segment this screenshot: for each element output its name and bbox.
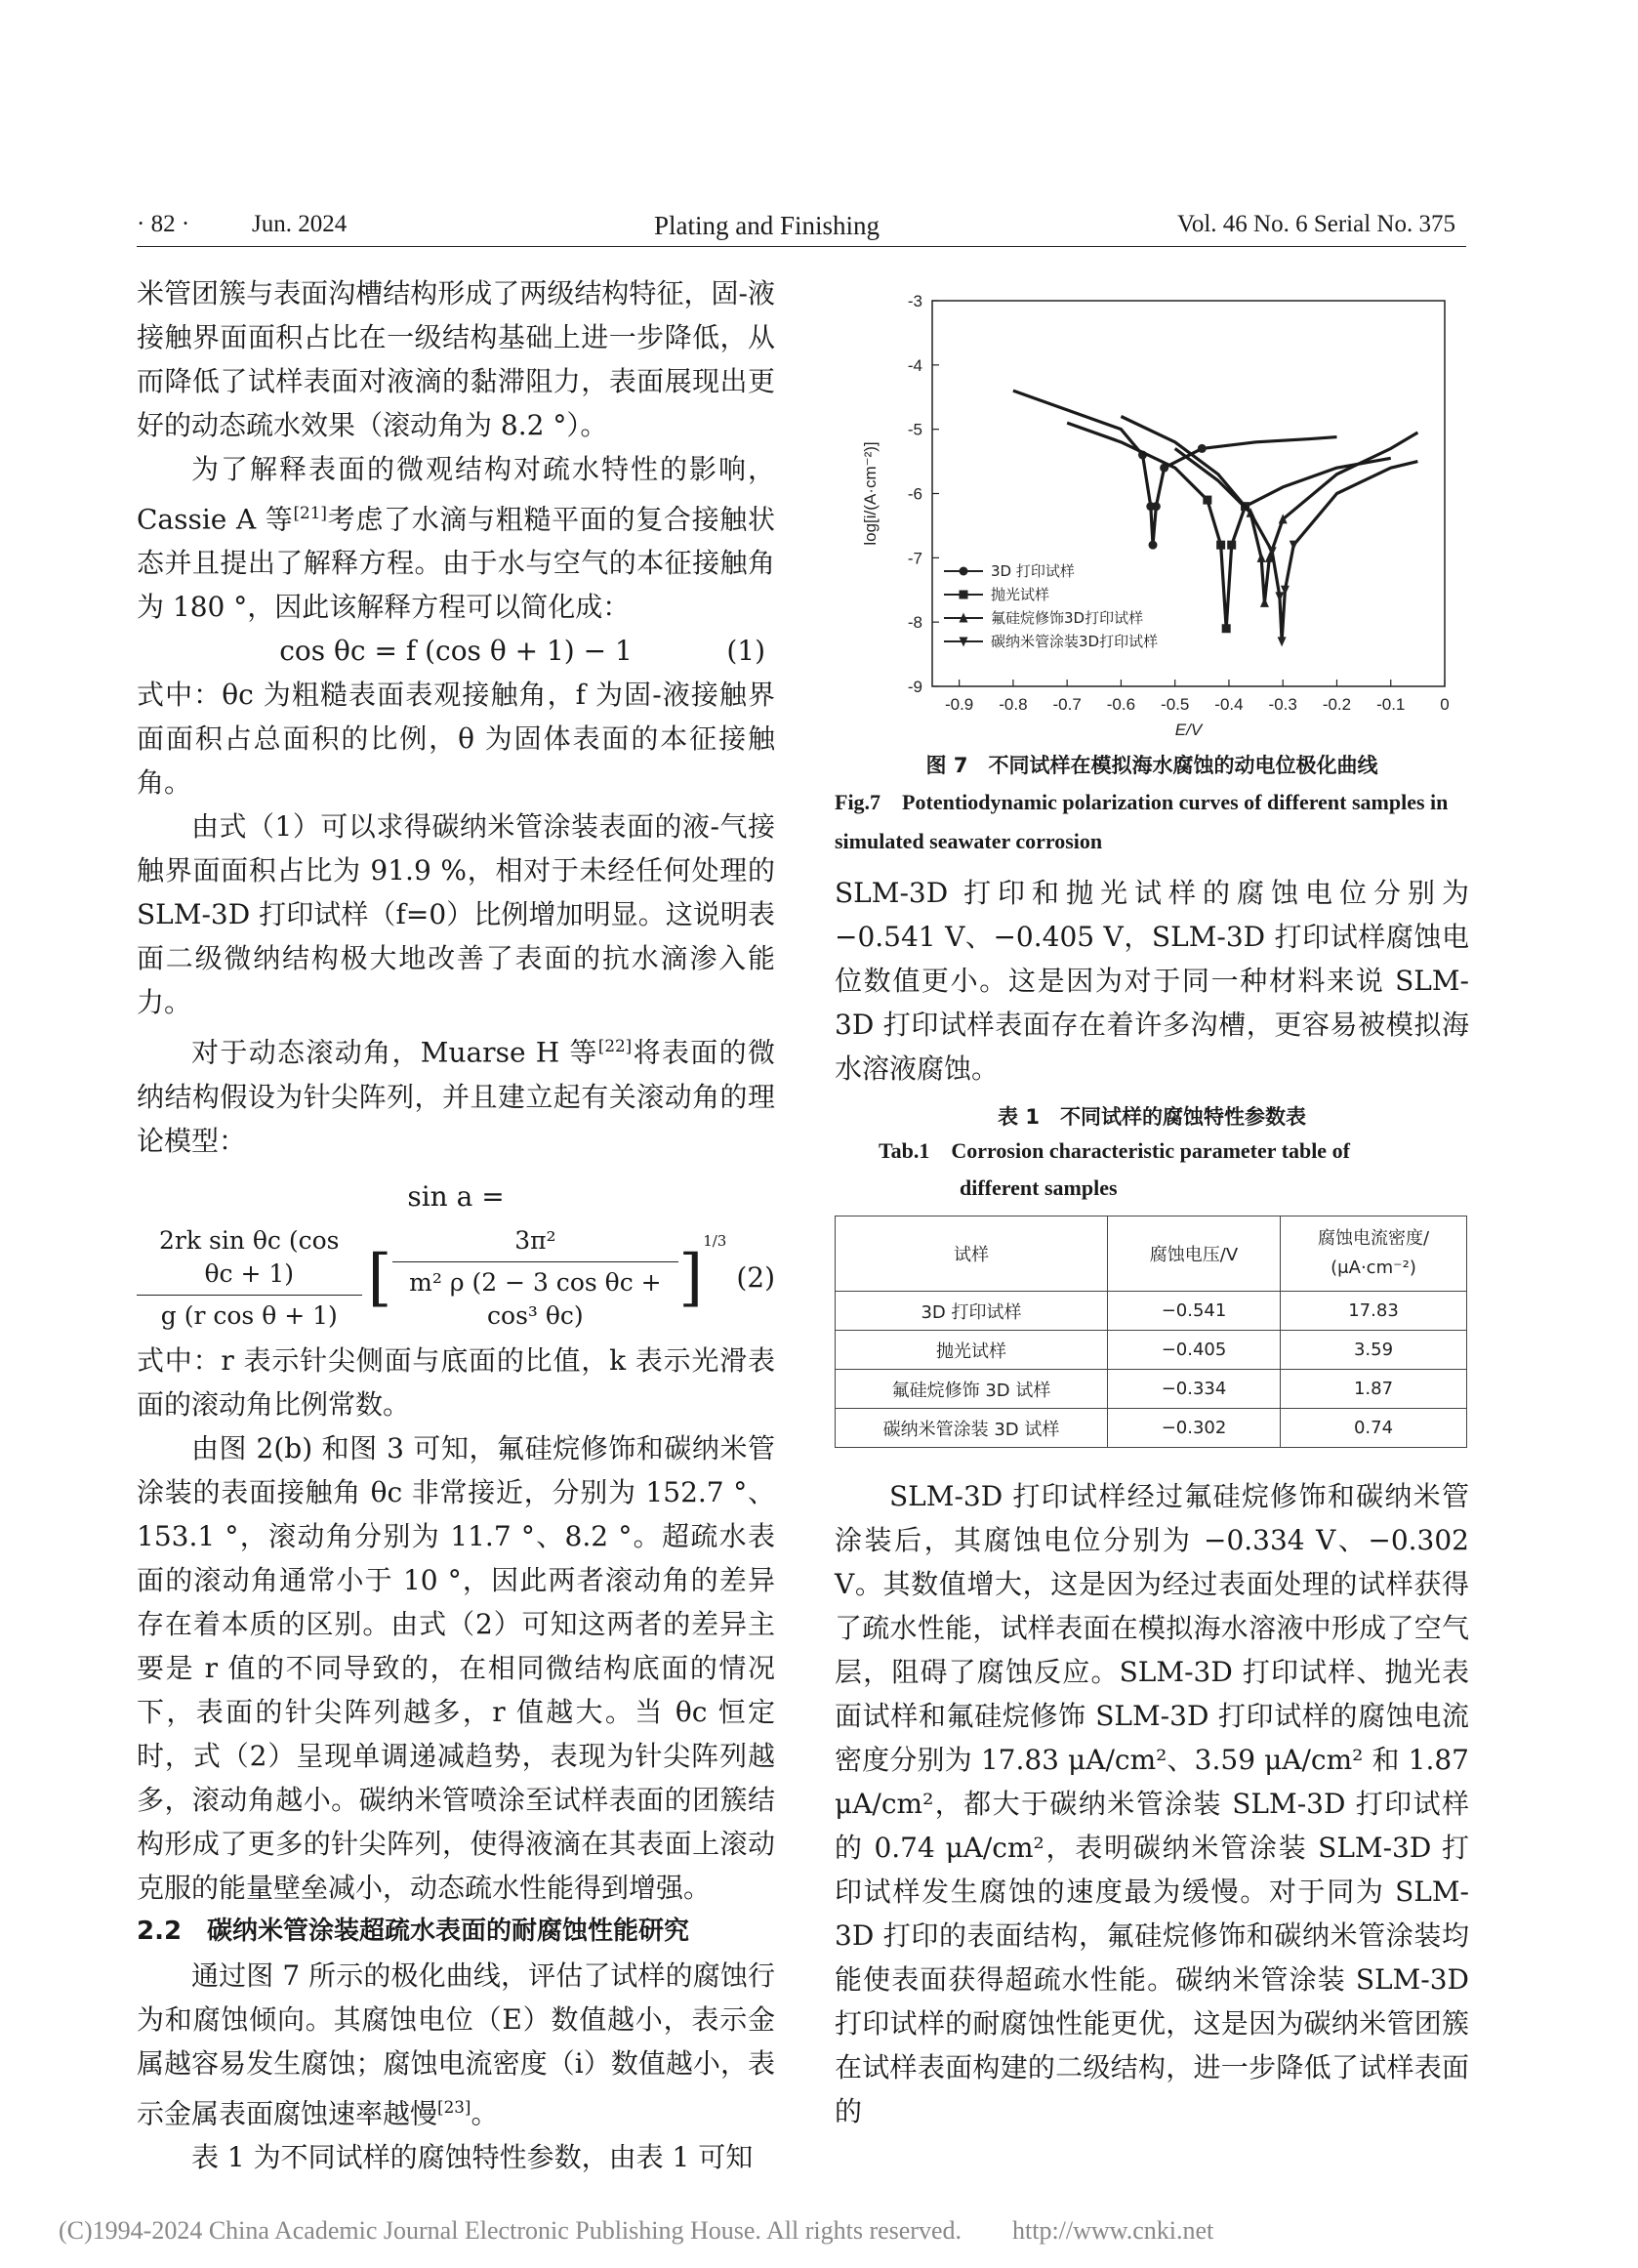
left-bracket: [: [367, 1242, 392, 1315]
data-point: [1216, 541, 1225, 550]
table-row: [836, 1331, 1467, 1370]
citation[interactable]: [22]: [597, 1036, 633, 1056]
data-point: [1198, 444, 1207, 453]
plot-area: [861, 292, 1450, 739]
table-row: [836, 1409, 1467, 1448]
series-1: [944, 391, 1336, 580]
table-cell: 抛光试样: [836, 1331, 1108, 1370]
series-line: [1121, 417, 1417, 603]
paragraph: 为了解释表面的微观结构对疏水特性的影响，Cassie A 等[21]考虑了水滴与粗糙平面的复合接触状态并且提出了解释方程。由于水与空气的本征接触角为 180 °，因此该解释方程可以简化成：: [137, 453, 775, 624]
volume-info: Vol. 46 No. 6 Serial No. 375: [1177, 211, 1455, 237]
x-tick-label: -0.7: [1052, 695, 1082, 714]
paragraph: 通过图 7 所示的极化曲线，评估了试样的腐蚀行为和腐蚀倾向。其腐蚀电位（E）数值越小，表示金属越容易发生腐蚀；腐蚀电流密度（i）数值越小，表示金属表面腐蚀速率越慢[23]。: [137, 1959, 775, 2129]
series-line: [1175, 448, 1418, 640]
figure-7-chart: [835, 283, 1469, 742]
y-tick-label: -6: [907, 484, 922, 504]
table-cell: −0.405: [1108, 1331, 1281, 1370]
table-cell: −0.334: [1108, 1370, 1281, 1409]
table-cell: 0.74: [1281, 1409, 1467, 1448]
right-column-upper: [835, 871, 1469, 1091]
x-axis-label: E/V: [1174, 721, 1203, 739]
copyright-footer: (C)1994-2024 China Academic Journal Electronic Publishing House. All rights reserved. http://www.cnki.net: [59, 2216, 1214, 2245]
figure-7-caption-en: Fig.7 Potentiodynamic polarization curves of different samples in simulated seawater corrosion: [835, 790, 1449, 853]
header-cell: 试样: [836, 1216, 1108, 1292]
equation-number: (2): [736, 1261, 775, 1295]
data-point: [1278, 637, 1287, 646]
right-bracket: ]: [678, 1242, 704, 1315]
x-tick-label: -0.4: [1214, 695, 1244, 714]
table-cell: 氟硅烷修饰 3D 试样: [836, 1370, 1108, 1409]
paragraph: 式中：r 表示针尖侧面与底面的比值，k 表示光滑表面的滚动角比例常数。: [137, 1343, 775, 1421]
data-point: [1222, 624, 1231, 633]
data-point: [1152, 502, 1161, 511]
equation-2-lhs: sin a =: [407, 1179, 505, 1213]
y-tick-label: -5: [907, 420, 922, 439]
table-1-caption-cn: 表 1 不同试样的腐蚀特性参数表: [998, 1105, 1306, 1129]
equation-text: cos θc = f (cos θ + 1) − 1: [279, 635, 633, 668]
x-tick-label: -0.6: [1106, 695, 1136, 714]
y-tick-label: -3: [907, 292, 922, 310]
data-point: [1290, 541, 1298, 551]
paragraph: 式中：θc 为粗糙表面表观接触角，f 为固-液接触界面面积占总面积的比例，θ 为固体表面的本征接触角。: [137, 679, 775, 800]
x-tick-label: -0.5: [1161, 695, 1190, 714]
x-tick-label: -0.8: [999, 695, 1028, 714]
x-tick-label: -0.2: [1322, 695, 1352, 714]
page-number: · 82 ·: [137, 211, 190, 237]
legend-label: 碳纳米管涂装3D打印试样: [991, 633, 1159, 650]
series-2: [944, 423, 1391, 633]
data-point: [960, 591, 968, 599]
series-line: [1067, 423, 1391, 629]
table-cell: 碳纳米管涂装 3D 试样: [836, 1409, 1108, 1448]
legend-label: 3D 打印试样: [991, 562, 1075, 580]
right-column-lower: [835, 1474, 1469, 2133]
table-row: [836, 1292, 1467, 1331]
fraction: $\frac{\text{3π²}}{\text{m² ρ (2 − 3 cos θc + cos³ θc)}}$: [392, 1224, 679, 1333]
data-point: [1227, 541, 1236, 550]
paragraph: 表 1 为不同试样的腐蚀特性参数，由表 1 可知: [191, 2140, 754, 2173]
table-cell: −0.541: [1108, 1292, 1281, 1331]
paragraph: 对于动态滚动角，Muarse H 等[22]将表面的微纳结构假设为针尖阵列，并且建立起有关滚动角的理论模型：: [137, 1036, 775, 1157]
data-point: [1275, 592, 1284, 601]
equation-2: [137, 1224, 775, 1333]
equation-1: [137, 629, 775, 673]
exponent: 1/3: [703, 1231, 727, 1250]
citation[interactable]: [21]: [293, 503, 327, 522]
x-tick-label: 0: [1440, 695, 1450, 714]
x-tick-label: -0.3: [1268, 695, 1297, 714]
journal-title: Plating and Finishing: [654, 211, 880, 240]
left-column: [137, 271, 775, 2179]
paragraph: 由式（1）可以求得碳纳米管涂装表面的液-气接触界面面积占比为 91.9 %，相对于未经任何处理的 SLM-3D 打印试样（f=0）比例增加明显。这说明表面二级微纳结构极大地改善了表面的抗水滴渗入能力。: [137, 810, 775, 1019]
header-cell: 腐蚀电压/V: [1108, 1216, 1281, 1292]
legend-label: 氟硅烷修饰3D打印试样: [991, 609, 1144, 627]
x-tick-label: -0.1: [1376, 695, 1406, 714]
data-point: [960, 567, 968, 576]
y-tick-label: -9: [907, 678, 922, 696]
table-1: [835, 1216, 1467, 1448]
table-row: [836, 1370, 1467, 1409]
paragraph: SLM-3D 打印和抛光试样的腐蚀电位分别为 −0.541 V、−0.405 V，SLM-3D 打印试样腐蚀电位数值更小。这是因为对于同一种材料来说 SLM-3D 打印试样表面存在着许多沟槽，更容易被模拟海水溶液腐蚀。: [835, 877, 1469, 1085]
issue-date: Jun. 2024: [252, 211, 348, 237]
paragraph: SLM-3D 打印试样经过氟硅烷修饰和碳纳米管涂装后，其腐蚀电位分别为 −0.334 V、−0.302 V。其数值增大，这是因为经过表面处理的试样获得了疏水性能，试样表面在模拟海水溶液中形成了空气层，阻碍了腐蚀反应。SLM-3D 打印试样、抛光表面试样和氟硅烷修饰 SLM-3D 打印试样的腐蚀电流密度分别为 17.83 μA/cm²、3.59 μA/cm² 和 1.87 μA/cm²，都大于碳纳米管涂装 SLM-3D 打印试样的 0.74 μA/cm²，表明碳纳米管涂装 SLM-3D 打印试样发生腐蚀的速度最为缓慢。对于同为 SLM-3D 打印的表面结构，氟硅烷修饰和碳纳米管涂装均能使表面获得超疏水性能。碳纳米管涂装 SLM-3D 打印试样的耐腐蚀性能更优，这是因为碳纳米管团簇在试样表面构建的二级结构，进一步降低了试样表面的: [835, 1480, 1469, 2127]
header-cell: 腐蚀电流密度/ (μA·cm⁻²): [1281, 1216, 1467, 1292]
header-rule: [137, 246, 1466, 247]
data-point: [1203, 496, 1211, 505]
y-axis-label: log[i/(A·cm⁻²)]: [861, 441, 880, 546]
citation[interactable]: [23]: [437, 2096, 471, 2117]
table-1-caption-en: Tab.1 Corrosion characteristic parameter table of different samples: [879, 1138, 1350, 1200]
legend-label: 抛光试样: [991, 586, 1050, 603]
data-point: [1149, 541, 1158, 550]
y-tick-label: -8: [907, 613, 922, 633]
equation-number: (1): [726, 635, 765, 668]
plot-frame: [932, 301, 1445, 686]
data-point: [1257, 553, 1266, 562]
table-header-row: [836, 1216, 1467, 1292]
section-heading: 2.2 碳纳米管涂装超疏水表面的耐腐蚀性能研究: [137, 1916, 690, 1946]
data-point: [1260, 598, 1269, 607]
paragraph: 米管团簇与表面沟槽结构形成了两级结构特征，固-液接触界面面积占比在一级结构基础上进一步降低，从而降低了试样表面对液滴的黏滞阻力，表面展现出更好的动态疏水效果（滚动角为 8.2 °）。: [137, 277, 775, 441]
table-cell: 1.87: [1281, 1370, 1467, 1409]
figure-7-caption-cn: 图 7 不同试样在模拟海水腐蚀的动电位极化曲线: [925, 754, 1378, 777]
table-cell: 3.59: [1281, 1331, 1467, 1370]
table-cell: 17.83: [1281, 1292, 1467, 1331]
paragraph: 由图 2(b) 和图 3 可知，氟硅烷修饰和碳纳米管涂装的表面接触角 θc 非常接近，分别为 152.7 °、153.1 °，滚动角分别为 11.7 °、8.2 °。超疏水表面的滚动角通常小于 10 °，因此两者滚动角的差异存在着本质的区别。由式（2）可知这两者的差异主要是 r 值的不同导致的，在相同微结构底面的情况下，表面的针尖阵列越多，r 值越大。当 θc 恒定时，式（2）呈现单调递减趋势，表现为针尖阵列越多，滚动角越小。碳纳米管喷涂至试样表面的团簇结构形成了更多的针尖阵列，使得液滴在其表面上滚动克服的能量壁垒减小，动态疏水性能得到增强。: [137, 1431, 775, 1904]
table-cell: 3D 打印试样: [836, 1292, 1108, 1331]
y-tick-label: -7: [907, 549, 922, 568]
fraction: $\frac{\text{2rk sin θc (cos θc + 1)}}{\text{g (r cos θ + 1)}}$: [137, 1224, 362, 1333]
x-tick-label: -0.9: [944, 695, 974, 714]
y-tick-label: -4: [907, 355, 922, 375]
table-cell: −0.302: [1108, 1409, 1281, 1448]
